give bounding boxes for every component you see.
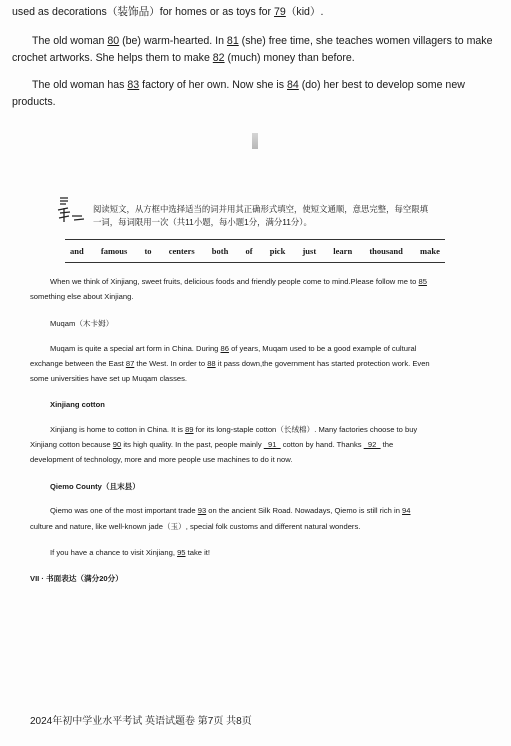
cotton-heading: Xinjiang cotton <box>50 400 105 409</box>
blank-90: 90 <box>112 440 122 449</box>
blank-94: 94 <box>402 506 411 515</box>
writing-heading: VII · 书面表达（满分20分） <box>30 574 123 583</box>
top-line-1: used as decorations（装饰品）for homes or as toys for 79（kid）. <box>12 6 324 18</box>
muqam-line2: exchange between the East 87 the West. In order to 88 it pass down,the government has started protection work. Even <box>30 359 430 368</box>
closing-line: If you have a chance to visit Xinjiang, 95 take it! <box>50 548 210 557</box>
blank-82: 82 <box>212 52 225 64</box>
blank-79: 79 <box>274 6 286 18</box>
word-thousand: thousand <box>369 246 403 256</box>
page-footer: 2024年初中学业水平考试 英语试题卷 第7页 共8页 <box>30 716 252 727</box>
word-just: just <box>302 246 317 256</box>
intro-line2: something else about Xinjiang. <box>30 292 134 301</box>
cotton-line2: Xinjiang cotton because 90 its high quality. In the past, people mainly 91 cotton by hand. Thanks 92 the <box>30 440 394 449</box>
word-famous: famous <box>100 246 128 256</box>
word-centers: centers <box>168 246 195 256</box>
blank-83: 83 <box>127 79 140 91</box>
instructions-line2: 一词，每词限用一次（共11小题，每小题1分，满分11分）。 <box>93 217 312 227</box>
word-make: make <box>420 246 440 256</box>
blank-89: 89 <box>185 425 194 434</box>
blank-85: 85 <box>418 277 427 286</box>
muqam-heading: Muqam（木卡姆） <box>50 319 114 328</box>
word-to: to <box>144 246 152 256</box>
blank-93: 93 <box>197 506 207 515</box>
blank-80: 80 <box>107 35 120 47</box>
muqam-line3: some universities have set up Muqam classes. <box>30 374 188 383</box>
scan-smudge <box>252 133 258 149</box>
para2-line1: The old woman has 83 factory of her own. Now she is 84 (do) her best to develop some new <box>32 79 465 91</box>
word-both: both <box>211 246 229 256</box>
blank-95: 95 <box>177 548 186 557</box>
blank-84: 84 <box>287 79 299 91</box>
blank-86: 86 <box>220 344 229 353</box>
word-and: and <box>70 246 84 256</box>
muqam-line1: Muqam is quite a special art form in China. During 86 of years, Muqam used to be a good example of cultural <box>50 344 417 353</box>
section-marker-icon <box>56 196 86 226</box>
qiemo-line2: culture and nature, like well-known jade（玉）, special folk customs and different natural wonders. <box>30 522 361 531</box>
cotton-line3: development of technology, more and more people use machines to do it now. <box>30 455 293 464</box>
instructions-line1: 阅读短文，从方框中选择适当的词并用其正确形式填空，使短文通顺，意思完整，每空限填 <box>93 204 428 214</box>
blank-87: 87 <box>125 359 135 368</box>
word-learn: learn <box>333 246 353 256</box>
blank-91: 91 <box>263 440 281 449</box>
intro-line1: When we think of Xinjiang, sweet fruits, delicious foods and friendly people come to mind.Please follow me to 85 <box>50 277 427 286</box>
blank-92: 92 <box>363 440 381 449</box>
blank-88: 88 <box>207 359 216 368</box>
cotton-line1: Xinjiang is home to cotton in China. It is 89 for its long-staple cotton（长绒棉）. Many factories choose to buy <box>50 425 418 434</box>
para1-line2: crochet artworks. She helps them to make 82 (much) money than before. <box>12 52 355 64</box>
para1-line1: The old woman 80 (be) warm-hearted. In 81 (she) free time, she teaches women villagers to make <box>32 35 493 47</box>
blank-81: 81 <box>226 35 239 47</box>
qiemo-line1: Qiemo was one of the most important trade 93 on the ancient Silk Road. Nowadays, Qiemo is still rich in 94 <box>50 506 411 515</box>
word-box-words <box>70 246 440 256</box>
word-of: of <box>245 246 253 256</box>
para2-line2: products. <box>12 96 56 108</box>
qiemo-heading: Qiemo County（且末县） <box>50 482 140 491</box>
word-pick: pick <box>269 246 286 256</box>
